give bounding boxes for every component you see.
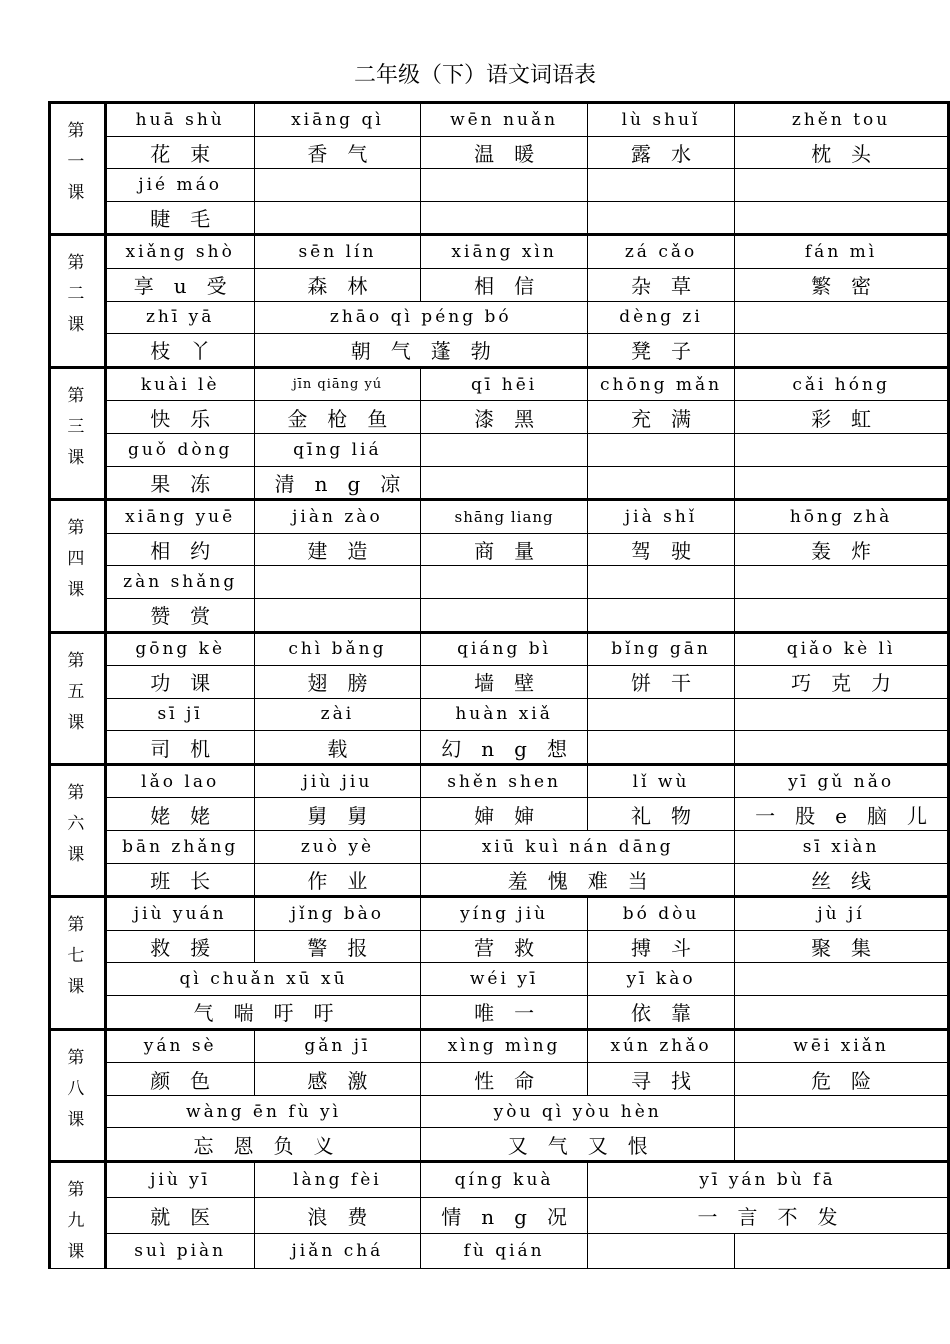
pinyin-cell: zài (254, 698, 421, 731)
pinyin-cell: wàng ēn fù yì (105, 1095, 420, 1128)
pinyin-row (50, 169, 949, 202)
hanzi-cell: 快乐 (105, 401, 254, 434)
hanzi-cell: 商量 (421, 533, 588, 566)
hanzi-cell: 漆黑 (421, 401, 588, 434)
hanzi-cell: 营救 (421, 930, 588, 963)
hanzi-cell: 翅膀 (254, 666, 421, 699)
pinyin-row (50, 103, 949, 137)
pinyin-cell: xiāng xìn (421, 235, 588, 269)
hanzi-cell: 依靠 (587, 996, 734, 1030)
pinyin-cell: chōng mǎn (587, 367, 734, 401)
pinyin-cell (735, 698, 949, 731)
pinyin-row (50, 1095, 949, 1128)
lesson-label (50, 1029, 106, 1161)
lesson-label-char: 课 (67, 712, 88, 733)
hanzi-cell: 巧克力 (735, 666, 949, 699)
hanzi-cell (735, 598, 949, 632)
hanzi-row (50, 598, 949, 632)
pinyin-row (50, 764, 949, 798)
pinyin-cell: jǐng bào (254, 897, 421, 931)
pinyin-cell: shěn shen (421, 764, 588, 798)
hanzi-cell (421, 598, 588, 632)
hanzi-cell: 果冻 (105, 466, 254, 500)
pinyin-cell (421, 433, 588, 466)
lesson-label-char: 第 (67, 253, 88, 274)
hanzi-cell: 温暖 (421, 136, 588, 169)
hanzi-cell: 清ng凉 (254, 466, 421, 500)
pinyin-row (50, 301, 949, 334)
hanzi-cell: 充满 (587, 401, 734, 434)
pinyin-cell: chì bǎng (254, 632, 421, 666)
pinyin-row (50, 632, 949, 666)
lesson-label-char: 第 (67, 1047, 88, 1068)
hanzi-cell: 幻ng想 (421, 731, 588, 765)
pinyin-cell: jiǎn chá (254, 1233, 421, 1268)
pinyin-cell: sēn lín (254, 235, 421, 269)
pinyin-cell: cǎi hóng (735, 367, 949, 401)
lesson-label (50, 764, 106, 896)
pinyin-row (50, 963, 949, 996)
hanzi-cell (587, 598, 734, 632)
pinyin-cell: zhī yā (105, 301, 254, 334)
hanzi-row (50, 401, 949, 434)
pinyin-cell: jiù yī (105, 1162, 254, 1198)
pinyin-cell (735, 1095, 949, 1128)
pinyin-cell (735, 301, 949, 334)
lesson-label-char: 四 (67, 549, 88, 570)
hanzi-cell: 朝气蓬勃 (254, 334, 587, 368)
pinyin-cell: wēn nuǎn (421, 103, 588, 137)
pinyin-cell: xiāng qì (254, 103, 421, 137)
pinyin-cell: yíng jiù (421, 897, 588, 931)
lesson-label-char: 第 (67, 915, 88, 936)
lesson-label-char: 课 (67, 844, 88, 865)
pinyin-cell: fán mì (735, 235, 949, 269)
pinyin-cell (587, 433, 734, 466)
hanzi-cell: 感激 (254, 1063, 421, 1096)
pinyin-cell: qì chuǎn xū xū (105, 963, 420, 996)
hanzi-cell: 气喘吁吁 (105, 996, 420, 1030)
hanzi-row (50, 1063, 949, 1096)
lesson-label-char: 七 (67, 946, 88, 967)
hanzi-cell: 礼物 (587, 798, 734, 831)
pinyin-cell: sī xiàn (735, 831, 949, 864)
pinyin-cell (735, 963, 949, 996)
hanzi-cell (587, 466, 734, 500)
pinyin-cell: sī jī (105, 698, 254, 731)
lesson-label (50, 632, 106, 764)
pinyin-cell: dèng zi (587, 301, 734, 334)
pinyin-cell: xiāng yuē (105, 500, 254, 534)
hanzi-cell: 作业 (254, 863, 421, 897)
hanzi-cell: 婶婶 (421, 798, 588, 831)
hanzi-cell: 姥姥 (105, 798, 254, 831)
lesson-label-char: 课 (67, 1109, 88, 1130)
pinyin-cell (587, 169, 734, 202)
hanzi-cell: 情ng况 (421, 1198, 588, 1233)
hanzi-cell: 司机 (105, 731, 254, 765)
hanzi-row (50, 666, 949, 699)
pinyin-cell: xún zhǎo (587, 1029, 734, 1063)
pinyin-cell: fù qián (421, 1233, 588, 1268)
hanzi-cell: 又气又恨 (421, 1128, 735, 1162)
pinyin-cell: xìng mìng (421, 1029, 588, 1063)
pinyin-cell: bān zhǎng (105, 831, 254, 864)
pinyin-row (50, 1029, 949, 1063)
pinyin-cell: qíng kuà (421, 1162, 588, 1198)
pinyin-cell (587, 566, 734, 599)
pinyin-cell (421, 169, 588, 202)
hanzi-cell: 就医 (105, 1198, 254, 1233)
hanzi-cell: 杂草 (587, 268, 734, 301)
lesson-label-char: 课 (67, 447, 88, 468)
lesson-label-char: 课 (67, 977, 88, 998)
lesson-label-char: 五 (67, 681, 88, 702)
pinyin-row (50, 1233, 949, 1268)
hanzi-cell: 班长 (105, 863, 254, 897)
hanzi-cell (735, 466, 949, 500)
hanzi-cell: 浪费 (254, 1198, 421, 1233)
pinyin-cell: yán sè (105, 1029, 254, 1063)
lesson-label-char: 一 (67, 152, 88, 172)
pinyin-cell: bó dòu (587, 897, 734, 931)
hanzi-cell: 繁密 (735, 268, 949, 301)
hanzi-cell: 救援 (105, 930, 254, 963)
hanzi-cell (735, 1128, 949, 1162)
hanzi-row (50, 798, 949, 831)
pinyin-cell: wéi yī (421, 963, 588, 996)
hanzi-cell: 建造 (254, 533, 421, 566)
hanzi-row (50, 334, 949, 368)
pinyin-cell: qiǎo kè lì (735, 632, 949, 666)
lesson-label-char: 九 (67, 1211, 88, 1231)
pinyin-cell: yī kào (587, 963, 734, 996)
pinyin-cell: jiù yuán (105, 897, 254, 931)
pinyin-cell: jié máo (105, 169, 254, 202)
hanzi-row (50, 533, 949, 566)
hanzi-row (50, 136, 949, 169)
lesson-label (50, 103, 106, 235)
hanzi-cell: 饼干 (587, 666, 734, 699)
pinyin-row (50, 897, 949, 931)
pinyin-row (50, 1162, 949, 1198)
lesson-label-char: 课 (67, 183, 88, 203)
lesson-label (50, 367, 106, 499)
lesson-label (50, 500, 106, 632)
hanzi-cell: 忘恩负义 (105, 1128, 420, 1162)
lesson-label-char: 六 (67, 813, 88, 834)
hanzi-cell (735, 996, 949, 1030)
hanzi-row (50, 466, 949, 500)
hanzi-cell: 墙壁 (421, 666, 588, 699)
pinyin-cell: xiǎng shò (105, 235, 254, 269)
pinyin-cell (254, 169, 421, 202)
hanzi-cell: 性命 (421, 1063, 588, 1096)
lesson-label-char: 第 (67, 518, 88, 539)
lesson-label (50, 1162, 106, 1269)
pinyin-cell (421, 566, 588, 599)
hanzi-cell (735, 334, 949, 368)
lesson-label (50, 897, 106, 1029)
hanzi-row (50, 268, 949, 301)
pinyin-cell (735, 433, 949, 466)
pinyin-cell: shāng liang (421, 500, 588, 534)
pinyin-cell: zàn shǎng (105, 566, 254, 599)
pinyin-cell: yī gǔ nǎo (735, 764, 949, 798)
pinyin-cell: zhāo qì péng bó (254, 301, 587, 334)
pinyin-cell: jià shǐ (587, 500, 734, 534)
pinyin-row (50, 698, 949, 731)
hanzi-row (50, 731, 949, 765)
hanzi-row (50, 863, 949, 897)
lesson-label-char: 第 (67, 650, 88, 671)
lesson-label (50, 235, 106, 367)
hanzi-cell: 一股e脑儿 (735, 798, 949, 831)
lesson-label-char: 课 (67, 580, 88, 601)
hanzi-cell: 枝丫 (105, 334, 254, 368)
lesson-label-char: 第 (67, 121, 88, 141)
pinyin-cell (587, 1233, 734, 1268)
hanzi-cell (735, 201, 949, 235)
hanzi-cell: 载 (254, 731, 421, 765)
hanzi-cell: 功课 (105, 666, 254, 699)
lesson-label-char: 三 (67, 416, 88, 437)
pinyin-cell: qīng liá (254, 433, 421, 466)
pinyin-cell: jīn qiāng yú (254, 367, 421, 401)
pinyin-cell: yī yán bù fā (587, 1162, 948, 1198)
lesson-label-char: 第 (67, 385, 88, 406)
hanzi-cell (254, 201, 421, 235)
hanzi-cell: 丝线 (735, 863, 949, 897)
vocabulary-table-body (50, 103, 949, 1269)
hanzi-cell: 享u受 (105, 268, 254, 301)
hanzi-cell: 凳子 (587, 334, 734, 368)
pinyin-cell: lǐ wù (587, 764, 734, 798)
hanzi-cell (587, 731, 734, 765)
pinyin-cell: zá cǎo (587, 235, 734, 269)
pinyin-cell: huā shù (105, 103, 254, 137)
hanzi-row (50, 996, 949, 1030)
pinyin-cell: kuài lè (105, 367, 254, 401)
hanzi-row (50, 1198, 949, 1233)
hanzi-cell: 森林 (254, 268, 421, 301)
hanzi-cell: 轰炸 (735, 533, 949, 566)
hanzi-cell: 相约 (105, 533, 254, 566)
hanzi-cell (421, 201, 588, 235)
hanzi-cell: 危险 (735, 1063, 949, 1096)
pinyin-cell: jù jí (735, 897, 949, 931)
vocabulary-table (48, 101, 950, 1269)
hanzi-cell: 警报 (254, 930, 421, 963)
pinyin-row (50, 566, 949, 599)
pinyin-row (50, 500, 949, 534)
pinyin-cell: huàn xiǎ (421, 698, 588, 731)
pinyin-cell: yòu qì yòu hèn (421, 1095, 735, 1128)
hanzi-row (50, 1128, 949, 1162)
pinyin-cell: jiù jiu (254, 764, 421, 798)
hanzi-cell (735, 731, 949, 765)
hanzi-cell: 相信 (421, 268, 588, 301)
hanzi-cell: 寻找 (587, 1063, 734, 1096)
hanzi-cell: 颜色 (105, 1063, 254, 1096)
pinyin-cell: lǎo lao (105, 764, 254, 798)
hanzi-row (50, 201, 949, 235)
hanzi-cell: 羞愧难当 (421, 863, 735, 897)
pinyin-cell: guǒ dòng (105, 433, 254, 466)
pinyin-row (50, 367, 949, 401)
pinyin-cell (735, 566, 949, 599)
hanzi-cell (254, 598, 421, 632)
pinyin-cell (735, 169, 949, 202)
pinyin-cell: làng fèi (254, 1162, 421, 1198)
lesson-label-char: 第 (67, 1180, 88, 1200)
lesson-label-char: 课 (67, 315, 88, 336)
lesson-label-char: 二 (67, 284, 88, 305)
pinyin-cell: jiàn zào (254, 500, 421, 534)
pinyin-cell (735, 1233, 949, 1268)
page-title: 二年级（下）语文词语表 (353, 63, 596, 88)
hanzi-cell: 驾驶 (587, 533, 734, 566)
pinyin-cell: zuò yè (254, 831, 421, 864)
pinyin-cell: wēi xiǎn (735, 1029, 949, 1063)
hanzi-cell: 聚集 (735, 930, 949, 963)
pinyin-cell: gǎn jī (254, 1029, 421, 1063)
hanzi-cell: 赞赏 (105, 598, 254, 632)
hanzi-cell: 舅舅 (254, 798, 421, 831)
pinyin-cell (587, 698, 734, 731)
hanzi-cell: 露水 (587, 136, 734, 169)
hanzi-cell: 香气 (254, 136, 421, 169)
pinyin-cell: suì piàn (105, 1233, 254, 1268)
pinyin-row (50, 831, 949, 864)
pinyin-cell: xiū kuì nán dāng (421, 831, 735, 864)
hanzi-cell: 彩虹 (735, 401, 949, 434)
pinyin-cell: gōng kè (105, 632, 254, 666)
pinyin-cell: qī hēi (421, 367, 588, 401)
hanzi-cell: 花束 (105, 136, 254, 169)
pinyin-cell: lù shuǐ (587, 103, 734, 137)
hanzi-cell (421, 466, 588, 500)
hanzi-cell: 搏斗 (587, 930, 734, 963)
pinyin-cell: zhěn tou (735, 103, 949, 137)
pinyin-row (50, 235, 949, 269)
hanzi-cell: 唯一 (421, 996, 588, 1030)
hanzi-cell: 金枪鱼 (254, 401, 421, 434)
pinyin-cell: hōng zhà (735, 500, 949, 534)
pinyin-cell: qiáng bì (421, 632, 588, 666)
hanzi-row (50, 930, 949, 963)
hanzi-cell (587, 201, 734, 235)
lesson-label-char: 第 (67, 782, 88, 803)
lesson-label-char: 八 (67, 1078, 88, 1099)
pinyin-cell: bǐng gān (587, 632, 734, 666)
pinyin-row (50, 433, 949, 466)
hanzi-cell: 一言不发 (587, 1198, 948, 1233)
hanzi-cell: 枕头 (735, 136, 949, 169)
pinyin-cell (254, 566, 421, 599)
lesson-label-char: 课 (67, 1242, 88, 1262)
hanzi-cell: 睫毛 (105, 201, 254, 235)
